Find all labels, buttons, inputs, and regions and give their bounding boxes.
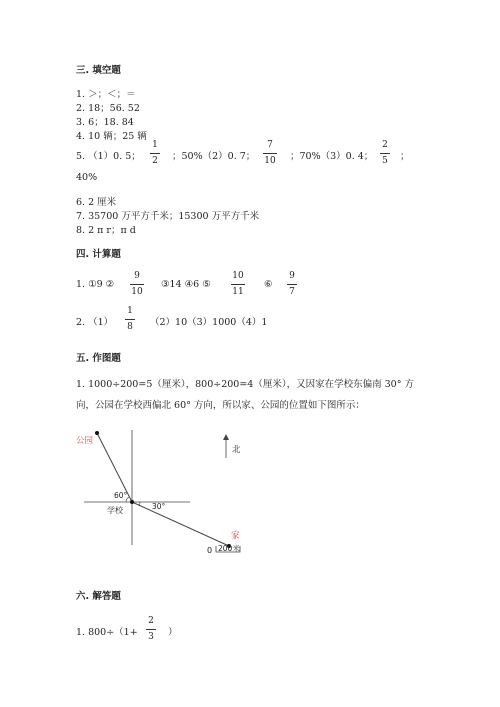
- scale-200m-label: 200米: [218, 544, 240, 553]
- fraction-denominator: 2: [152, 156, 158, 166]
- solution-line-1-part-a: 1. 800÷（1+: [76, 627, 138, 638]
- answer-line-2: 2. 18；56. 52: [76, 103, 140, 114]
- solution-line-1-part-b: ）: [168, 627, 178, 638]
- calc-line-2-part-b: （2）10（3）1000（4）1: [150, 317, 268, 328]
- fraction-denominator: 11: [232, 287, 244, 297]
- answer-line-3: 3. 6；18. 84: [76, 117, 134, 128]
- drawing-explanation-line-1: 1. 1000÷200=5（厘米），800÷200=4（厘米），又因家在学校东偏南 30° 方: [76, 379, 414, 390]
- school-label: 学校: [107, 506, 123, 515]
- home-label: 家: [231, 531, 240, 541]
- section5-title: 五. 作图题: [76, 353, 121, 364]
- section4-title: 四. 计算题: [76, 249, 121, 260]
- answer-line-5-part-e: 40%: [76, 172, 98, 183]
- park-label: 公园: [76, 436, 94, 446]
- fraction-denominator: 10: [264, 156, 276, 166]
- angle-30-label: 30°: [152, 502, 166, 511]
- answer-line-1: 1. ＞；＜；＝: [76, 89, 136, 100]
- fraction-denominator: 3: [148, 632, 154, 642]
- park-point: [95, 431, 99, 435]
- calc-line-2-part-a: 2. （1）: [76, 317, 114, 328]
- answer-line-6: 6. 2 厘米: [76, 197, 117, 208]
- answer-line-5-part-d: ；: [400, 151, 410, 162]
- calc-line-1-part-a: 1. ①9 ②: [76, 279, 115, 290]
- fraction-numerator: 2: [382, 140, 388, 150]
- fraction-2-3: [146, 617, 156, 642]
- drawing-explanation-line-2: 向，公园在学校西偏北 60° 方向，所以家、公园的位置如下图所示：: [76, 400, 365, 411]
- calc-line-1-part-b: ③14 ④6 ⑤: [161, 279, 211, 290]
- fraction-denominator: 7: [289, 287, 295, 297]
- fraction-numerator: 10: [232, 271, 244, 281]
- fraction-numerator: 9: [134, 271, 140, 281]
- fraction-denominator: 5: [382, 156, 388, 166]
- answer-line-5-part-b: ；50%（2）0. 7；: [172, 151, 256, 162]
- answer-line-7: 7. 35700 万平方千米；15300 万平方千米: [76, 211, 260, 222]
- north-label: 北: [232, 445, 241, 455]
- fraction-numerator: 1: [152, 140, 158, 150]
- answer-line-8: 8. 2 π r；π d: [76, 225, 136, 236]
- scale-zero-label: 0: [207, 546, 213, 555]
- fraction-denominator: 8: [127, 322, 133, 332]
- north-arrow-icon: [223, 434, 229, 440]
- section6-title: 六. 解答题: [76, 591, 121, 602]
- answer-line-5-part-c: ；70%（3）0. 4；: [290, 151, 374, 162]
- answer-line-4: 4. 10 辆；25 辆: [76, 131, 147, 142]
- section3-title: 三. 填空题: [76, 65, 121, 76]
- fraction-numerator: 9: [289, 271, 295, 281]
- angle-60-label: 60°: [114, 491, 128, 500]
- calc-line-1-part-c: ⑥: [264, 279, 273, 290]
- fraction-denominator: 10: [131, 287, 143, 297]
- fraction-numerator: 2: [148, 616, 154, 626]
- answer-line-5-part-a: 5. （1）0. 5；: [76, 151, 141, 162]
- line-to-home: [132, 502, 229, 546]
- fraction-numerator: 7: [267, 140, 273, 150]
- school-point: [130, 500, 134, 504]
- fraction-numerator: 1: [127, 306, 133, 316]
